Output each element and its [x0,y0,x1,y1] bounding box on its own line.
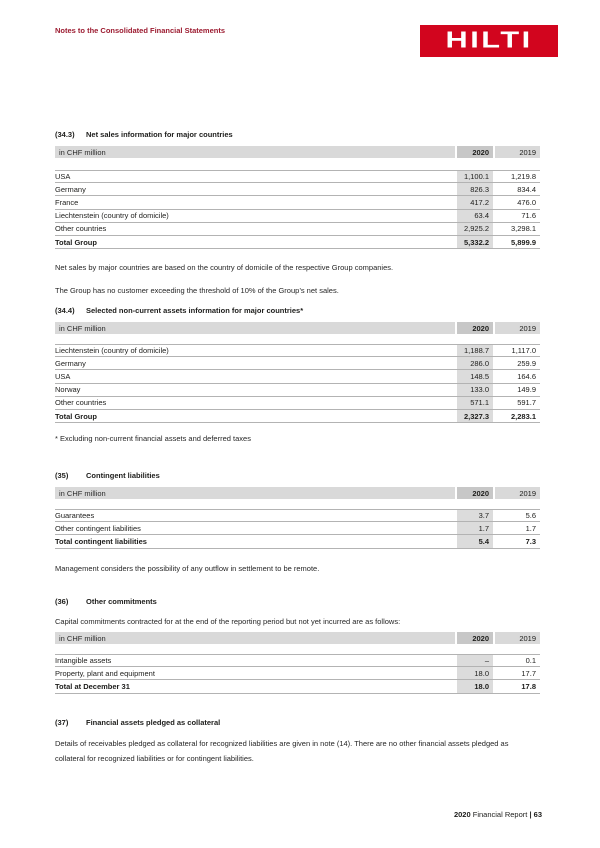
value-2020: 1,100.1 [457,171,493,182]
row-label: Other contingent liabilities [55,523,141,533]
table-header [55,487,540,499]
value-2019: 7.3 [525,536,536,546]
row-label: USA [55,172,71,182]
footnote: * Excluding non-current financial assets and deferred taxes [55,434,251,443]
paragraph: Capital commitments contracted for at the end of the reporting period but not yet incurred are as follows: [55,617,401,626]
unit-label: in CHF million [55,146,455,158]
unit-label: in CHF million [55,487,455,499]
col-header-2020: 2020 [457,146,493,158]
section-heading-35 [55,471,540,480]
contingent-liabilities-table [55,509,540,549]
footer-label: Financial Report [472,810,528,819]
value-2019: 17.7 [521,668,536,678]
table-row [55,183,540,196]
value-2019: 2,283.1 [510,411,536,421]
table-header [55,146,540,158]
paragraph: Net sales by major countries are based on the country of domicile of the respective Group companies. [55,263,394,272]
value-2019: 149.9 [517,385,536,395]
value-2019: 1,219.8 [510,172,536,182]
table-row [55,196,540,209]
row-label: Other countries [55,398,107,408]
value-2020: 286.0 [457,357,493,369]
value-2019: 834.4 [517,184,536,194]
row-label: Norway [55,385,81,395]
col-header-2020: 2020 [457,322,493,334]
section-number: (34.3) [55,130,75,139]
row-label: Liechtenstein (country of domicile) [55,346,169,356]
footer-year: 2020 [453,810,471,819]
value-2020: 417.2 [457,196,493,208]
paragraph: Details of receivables pledged as collateral for recognized liabilities are given in note (14). There are no other financial assets pledged as collateral for recognized liabilities or for contingent liabilities. [55,739,509,763]
section-number: (37) [55,718,69,727]
col-header-2019: 2019 [495,487,540,499]
value-2019: 476.0 [517,197,536,207]
row-label: Other countries [55,224,107,234]
value-2020: 148.5 [457,370,493,382]
table-row [55,344,540,357]
hilti-logo [420,25,558,57]
row-label: France [55,197,79,207]
table-total-row [55,410,540,423]
section-heading-34-4 [55,306,540,315]
table-row [55,522,540,535]
table-row [55,357,540,370]
value-2019: 5.6 [525,511,536,521]
table-row [55,384,540,397]
value-2019: 17.8 [521,681,536,691]
row-label: Property, plant and equipment [55,668,155,678]
table-row [55,223,540,236]
commitments-table [55,654,540,694]
value-2019: 3,298.1 [510,224,536,234]
hilti-logo-text: HILTI [445,27,533,54]
table-header [55,632,540,644]
row-label: Guarantees [55,511,95,521]
row-label: Total contingent liabilities [55,536,147,546]
value-2020: 2,925.2 [457,223,493,235]
table-total-row [55,680,540,693]
value-2020: 18.0 [457,680,493,692]
value-2019: 591.7 [517,398,536,408]
value-2019: 71.6 [521,211,536,221]
paragraph: Management considers the possibility of any outflow in settlement to be remote. [55,564,320,573]
value-2020: 2,327.3 [457,410,493,422]
paragraph: The Group has no customer exceeding the threshold of 10% of the Group’s net sales. [55,286,339,295]
value-2019: 164.6 [517,371,536,381]
value-2020: 133.0 [457,384,493,396]
unit-label: in CHF million [55,322,455,334]
section-title: Net sales information for major countries [86,130,233,139]
value-2020: 18.0 [457,667,493,679]
footer-separator: | [529,810,532,819]
col-header-2019: 2019 [495,146,540,158]
table-row [55,397,540,410]
value-2020: 63.4 [457,210,493,222]
row-label: Total Group [55,237,97,247]
table-row [55,170,540,183]
footer-page-number: 63 [533,810,542,819]
table-row [55,210,540,223]
net-sales-table [55,170,540,249]
section-title: Other commitments [86,597,157,606]
row-label: Total at December 31 [55,681,130,691]
value-2019: 1.7 [525,523,536,533]
value-2020: 571.1 [457,397,493,409]
row-label: Germany [55,358,86,368]
unit-label: in CHF million [55,632,455,644]
section-number: (36) [55,597,69,606]
table-row [55,370,540,383]
section-heading-36 [55,597,540,606]
col-header-2019: 2019 [495,632,540,644]
page-title: Notes to the Consolidated Financial Statements [55,26,226,35]
value-2020: 826.3 [457,183,493,195]
section-heading-34-3 [55,130,540,139]
table-total-row [55,535,540,548]
row-label: Intangible assets [55,656,112,666]
col-header-2020: 2020 [457,632,493,644]
col-header-2020: 2020 [457,487,493,499]
value-2019: 5,899.9 [510,237,536,247]
section-title: Contingent liabilities [86,471,160,480]
value-2020: 5,332.2 [457,236,493,248]
row-label: Total Group [55,411,97,421]
row-label: USA [55,371,71,381]
section-title: Selected non-current assets information for major countries* [86,306,304,315]
table-header [55,322,540,334]
value-2020: 3.7 [457,510,493,521]
table-total-row [55,236,540,249]
row-label: Germany [55,184,86,194]
col-header-2019: 2019 [495,322,540,334]
non-current-assets-table [55,344,540,423]
value-2020: 1,188.7 [457,345,493,356]
row-label: Liechtenstein (country of domicile) [55,211,169,221]
value-2020: 5.4 [457,535,493,547]
value-2019: 259.9 [517,358,536,368]
section-heading-37 [55,718,540,727]
page-footer [454,810,542,819]
table-row [55,654,540,667]
value-2020: – [457,655,493,666]
section-number: (34.4) [55,306,75,315]
section-number: (35) [55,471,69,480]
section-title: Financial assets pledged as collateral [86,718,221,727]
table-row [55,509,540,522]
value-2020: 1.7 [457,522,493,534]
value-2019: 1,117.0 [511,346,536,356]
table-row [55,667,540,680]
value-2019: 0.1 [525,656,536,666]
